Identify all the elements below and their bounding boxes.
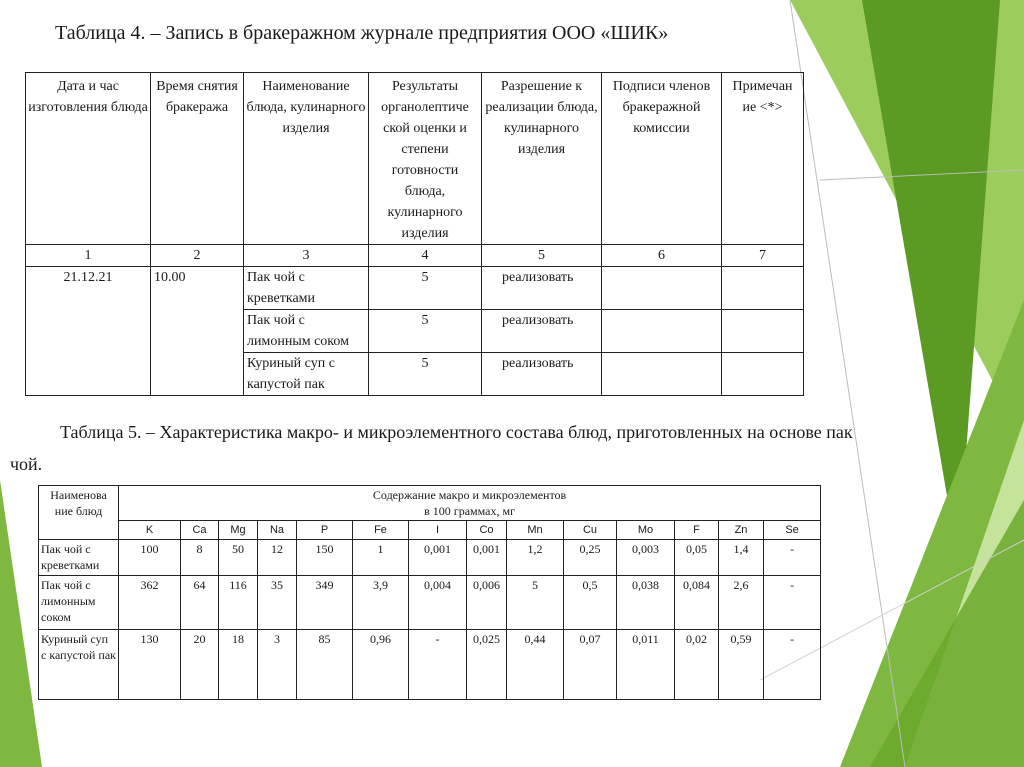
- value-cell: 116: [219, 576, 258, 630]
- element-header: Zn: [719, 521, 764, 540]
- column-number: 3: [244, 245, 369, 267]
- element-header: F: [675, 521, 719, 540]
- value-cell: 64: [181, 576, 219, 630]
- value-cell: 3,9: [353, 576, 409, 630]
- table-row: [39, 576, 821, 630]
- element-header: Mo: [617, 521, 675, 540]
- value-cell: 0,011: [617, 630, 675, 700]
- header-evaluation: Результаты органолептиче ской оценки и степени готовности блюда, кулинарного изделия: [369, 73, 482, 245]
- signature-cell: [602, 353, 722, 396]
- value-cell: 0,001: [467, 540, 507, 576]
- value-cell: 0,001: [409, 540, 467, 576]
- value-cell: 0,038: [617, 576, 675, 630]
- column-number: 4: [369, 245, 482, 267]
- element-header: Mg: [219, 521, 258, 540]
- value-cell: 85: [297, 630, 353, 700]
- element-header: Na: [258, 521, 297, 540]
- value-cell: 150: [297, 540, 353, 576]
- value-cell: 0,96: [353, 630, 409, 700]
- table4-header-row: [26, 73, 804, 245]
- note-cell: [722, 353, 804, 396]
- value-cell: 362: [119, 576, 181, 630]
- element-header: P: [297, 521, 353, 540]
- value-cell: 0,25: [564, 540, 617, 576]
- dish-cell: Пак чой с креветками: [244, 267, 369, 310]
- header-date: Дата и час изготовления блюда: [26, 73, 151, 245]
- value-cell: 0,05: [675, 540, 719, 576]
- dish-name-cell: Пак чой с креветками: [39, 540, 119, 576]
- table-row: [26, 267, 804, 310]
- value-cell: 50: [219, 540, 258, 576]
- value-cell: 1,4: [719, 540, 764, 576]
- content-header: [119, 486, 821, 521]
- score-cell: 5: [369, 267, 482, 310]
- header-note: Примечан ие <*>: [722, 73, 804, 245]
- table4-number-row: [26, 245, 804, 267]
- value-cell: 35: [258, 576, 297, 630]
- dish-name-header: Наименова ние блюд: [39, 486, 119, 540]
- value-cell: 12: [258, 540, 297, 576]
- header-check-time: Время снятия бракеража: [151, 73, 244, 245]
- header-signatures: Подписи членов бракеражной комиссии: [602, 73, 722, 245]
- signature-cell: [602, 267, 722, 310]
- value-cell: 0,025: [467, 630, 507, 700]
- table-row: [39, 540, 821, 576]
- header-dish-name: Наименование блюда, кулинарного изделия: [244, 73, 369, 245]
- value-cell: 0,02: [675, 630, 719, 700]
- value-cell: 349: [297, 576, 353, 630]
- time-cell: 10.00: [151, 267, 244, 396]
- value-cell: -: [764, 540, 821, 576]
- signature-cell: [602, 310, 722, 353]
- element-header: Co: [467, 521, 507, 540]
- table5-title: Таблица 5. – Характеристика макро- и микроэлементного состава блюд, приготовленных на основе пак чой.: [10, 422, 853, 474]
- value-cell: 0,006: [467, 576, 507, 630]
- score-cell: 5: [369, 310, 482, 353]
- value-cell: 20: [181, 630, 219, 700]
- value-cell: 1,2: [507, 540, 564, 576]
- value-cell: 3: [258, 630, 297, 700]
- value-cell: 18: [219, 630, 258, 700]
- column-number: 7: [722, 245, 804, 267]
- dish-cell: Пак чой с лимонным соком: [244, 310, 369, 353]
- table4-title: Таблица 4. – Запись в бракеражном журнале предприятия ООО «ШИК»: [55, 22, 669, 44]
- element-header-row: [39, 521, 821, 540]
- dish-name-cell: Куриный суп с капустой пак: [39, 630, 119, 700]
- note-cell: [722, 310, 804, 353]
- value-cell: 100: [119, 540, 181, 576]
- value-cell: 130: [119, 630, 181, 700]
- column-number: 2: [151, 245, 244, 267]
- table5-header-row: [39, 486, 821, 521]
- content-header-line2: в 100 граммах, мг: [424, 504, 515, 518]
- element-header: Mn: [507, 521, 564, 540]
- value-cell: -: [764, 576, 821, 630]
- mineral-composition-table: [38, 485, 821, 700]
- value-cell: 0,003: [617, 540, 675, 576]
- permit-cell: реализовать: [482, 353, 602, 396]
- permit-cell: реализовать: [482, 310, 602, 353]
- element-header: Ca: [181, 521, 219, 540]
- value-cell: 1: [353, 540, 409, 576]
- value-cell: 0,5: [564, 576, 617, 630]
- value-cell: 0,004: [409, 576, 467, 630]
- value-cell: 5: [507, 576, 564, 630]
- header-permission: Разрешение к реализации блюда, кулинарного изделия: [482, 73, 602, 245]
- value-cell: -: [409, 630, 467, 700]
- value-cell: 0,07: [564, 630, 617, 700]
- column-number: 1: [26, 245, 151, 267]
- value-cell: -: [764, 630, 821, 700]
- note-cell: [722, 267, 804, 310]
- score-cell: 5: [369, 353, 482, 396]
- element-header: Fe: [353, 521, 409, 540]
- table-row: [39, 630, 821, 700]
- column-number: 6: [602, 245, 722, 267]
- element-header: K: [119, 521, 181, 540]
- value-cell: 0,084: [675, 576, 719, 630]
- dish-cell: Куриный суп с капустой пак: [244, 353, 369, 396]
- value-cell: 8: [181, 540, 219, 576]
- date-cell: 21.12.21: [26, 267, 151, 396]
- defect-journal-table: [25, 72, 804, 396]
- value-cell: 2,6: [719, 576, 764, 630]
- dish-name-cell: Пак чой с лимонным соком: [39, 576, 119, 630]
- element-header: I: [409, 521, 467, 540]
- content-header-line1: Содержание макро и микроэлементов: [372, 488, 567, 502]
- value-cell: 0,44: [507, 630, 564, 700]
- value-cell: 0,59: [719, 630, 764, 700]
- permit-cell: реализовать: [482, 267, 602, 310]
- column-number: 5: [482, 245, 602, 267]
- green-band-left: [0, 480, 42, 767]
- element-header: Se: [764, 521, 821, 540]
- element-header: Cu: [564, 521, 617, 540]
